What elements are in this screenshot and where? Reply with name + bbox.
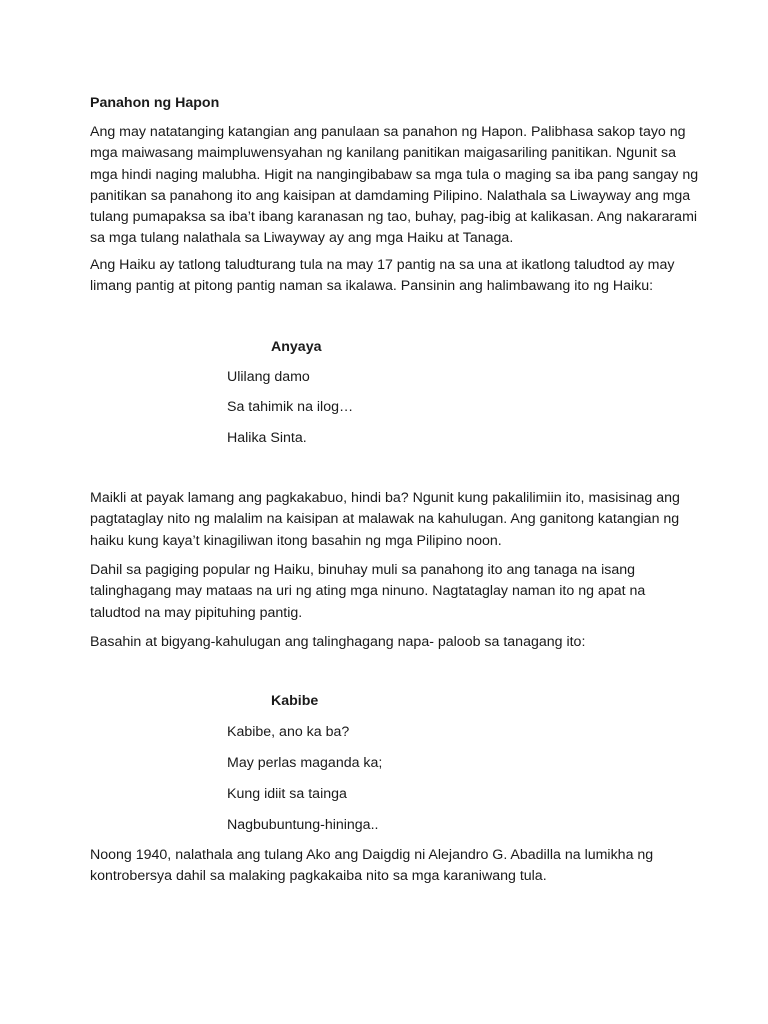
paragraph-line: Noong 1940, nalathala ang tulang Ako ang Daigdig ni Alejandro G. Abadilla na lumikha ng <box>90 847 654 863</box>
poem-line: May perlas maganda ka; <box>227 755 383 771</box>
paragraph-1 <box>90 122 699 250</box>
paragraph-line: pagtataglay nito ng malalim na kaisipan at malawak na kahulugan. Ang ganitong katangian ng <box>90 511 680 528</box>
paragraph-line: sa mga tulang nalathala sa Liwayway ay ang mga Haiku at Tanaga. <box>90 230 514 247</box>
paragraph-line: Ang Haiku ay tatlong taludturang tula na may 17 pantig na sa una at ikatlong taludtod ay may <box>90 257 675 273</box>
paragraph-line: mga hindi naging malubha. Higit na nangingibabaw sa mga tula o maging sa iba pang sangay ng <box>90 166 699 183</box>
paragraph-line: talinghagang may mataas na uri ng ating mga ninuno. Nagtataglay naman ito ng apat na <box>90 583 646 600</box>
poem-line: Kung idiit sa tainga <box>227 786 347 802</box>
paragraph-3 <box>90 488 690 552</box>
poem-line: Halika Sinta. <box>227 430 307 446</box>
paragraph-5 <box>90 632 690 653</box>
paragraph-line: taludtod na may pipituhing pantig. <box>90 604 303 621</box>
paragraph-line: haiku kung kaya’t kinagiliwan itong basahin ng mga Pilipino noon. <box>90 532 502 549</box>
paragraph-line: limang pantig at pitong pantig naman sa ikalawa. Pansinin ang halimbawang ito ng Haiku: <box>90 278 654 295</box>
paragraph-line: Ang may natatanging katangian ang panulaan sa panahon ng Hapon. Palibhasa sakop tayo ng <box>90 124 686 140</box>
poem-line: Kabibe, ano ka ba? <box>227 724 350 740</box>
poem-line: Ulilang damo <box>227 369 310 385</box>
poem-title-kabibe: Kabibe <box>271 693 319 709</box>
section-heading: Panahon ng Hapon <box>90 95 220 111</box>
paragraph-2 <box>90 255 690 298</box>
paragraph-line: Dahil sa pagiging popular ng Haiku, binuhay muli sa panahong ito ang tanaga na isang <box>90 562 636 578</box>
paragraph-line: Maikli at payak lamang ang pagkakabuo, hindi ba? Ngunit kung pakalilimiin ito, masisinag ang <box>90 490 680 506</box>
poem-line: Nagbubuntung-hininga.. <box>227 817 379 833</box>
paragraph-line: tulang pumapaksa sa iba’t ibang karanasan ng tao, buhay, pag-ibig at kalikasan. Ang nakararami <box>90 209 698 226</box>
paragraph-4 <box>90 560 690 624</box>
paragraph-line: mga maiwasang maimpluwensyahan ng kanilang panitikan maigasariling panitikan. Ngunit sa <box>90 145 676 162</box>
poem-line: Sa tahimik na ilog… <box>227 399 354 415</box>
paragraph-line: kontrobersya dahil sa malaking pagkakaiba nito sa mga karaniwang tula. <box>90 868 547 885</box>
paragraph-line: Basahin at bigyang-kahulugan ang talinghagang napa- paloob sa tanagang ito: <box>90 634 586 650</box>
poem-title-anyaya: Anyaya <box>271 339 322 355</box>
paragraph-line: panitikan sa panahong ito ang kaisipan at damdaming Pilipino. Nalathala sa Liwayway ang mga <box>90 187 691 204</box>
paragraph-6 <box>90 845 690 888</box>
